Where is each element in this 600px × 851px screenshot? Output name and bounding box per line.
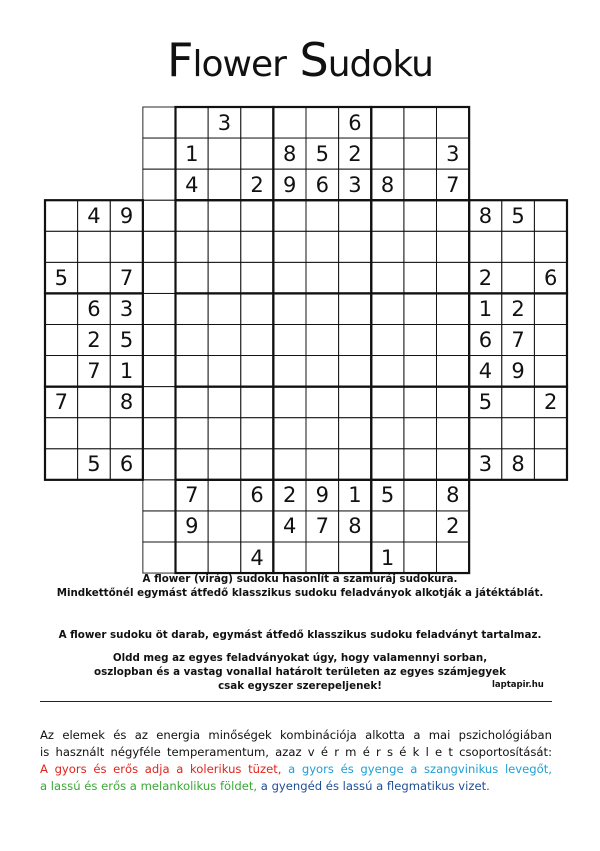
sudoku-cell-border [404,324,437,355]
sudoku-cell-border [241,231,274,262]
sudoku-given-digit: 6 [315,172,329,197]
sudoku-given-digit: 4 [478,359,493,384]
sudoku-block-border [176,387,274,480]
intro-p1-line2: Mindkettőnél egymást átfedő klasszikus sudoku feladványok alkotják a játéktáblát. [56,587,544,599]
sudoku-given-digit: 9 [283,172,297,197]
sudoku-given-digit: 5 [119,328,134,353]
sudoku-given-digit: 7 [315,514,329,539]
sudoku-block-border [371,293,469,386]
sudoku-cell-border [306,324,339,355]
sudoku-cell-border [306,449,339,480]
sudoku-given-digit: 5 [380,483,395,508]
page-title [0,34,600,91]
sudoku-cell-border [339,231,372,262]
title-second-rest: udoku [327,44,433,85]
sudoku-cell-border [404,200,437,231]
sudoku-cell-border [208,480,241,511]
sudoku-cell-border [45,418,78,449]
sudoku-cell-border [306,418,339,449]
sudoku-given-digit: 3 [478,452,493,477]
sudoku-given-digit: 1 [185,141,199,166]
sudoku-cell-border [143,200,176,231]
sudoku-cell-border [339,542,372,573]
sudoku-cell-border [404,387,437,418]
sudoku-cell-border [143,324,176,355]
sudoku-cell-border [45,356,78,387]
sudoku-cell-border [534,293,567,324]
sudoku-given-digit: 7 [446,172,460,197]
sudoku-cell-border [273,324,306,355]
sudoku-cell-border [143,169,176,200]
sudoku-given-digit: 2 [348,141,362,166]
sudoku-cell-border [110,231,143,262]
sudoku-cell-border [176,542,209,573]
sudoku-cell-border [78,418,111,449]
sudoku-given-digit: 2 [250,172,264,197]
sudoku-given-digit: 5 [478,390,493,415]
sudoku-cell-border [208,231,241,262]
sudoku-cell-border [143,480,176,511]
sudoku-block-border [371,387,469,480]
sudoku-cell-border [339,262,372,293]
sudoku-cell-border [534,356,567,387]
sudoku-cell-border [339,418,372,449]
sudoku-cell-border [534,418,567,449]
sudoku-given-digit: 7 [54,390,68,415]
sudoku-given-digit: 8 [348,514,362,539]
sudoku-given-digit: 4 [87,203,101,228]
sudoku-cell-border [241,511,274,542]
sudoku-cell-border [306,356,339,387]
sudoku-block-border [176,200,274,293]
sudoku-block-border [371,200,469,293]
sudoku-cell-border [208,200,241,231]
temperament-line-1: Az elemek és az energia minőségek kombinációja alkotta a mai pszichológiában [40,728,552,742]
sudoku-given-digit: 5 [315,141,329,166]
sudoku-cell-border [534,200,567,231]
sudoku-cell-border [273,262,306,293]
sudoku-cell-border [273,449,306,480]
sudoku-given-digit: 8 [380,172,395,197]
sudoku-cell-border [404,356,437,387]
sudoku-cell-border [371,418,404,449]
sudoku-cell-border [404,138,437,169]
sudoku-cell-border [371,293,404,324]
temperament-line-3 [40,761,552,778]
sudoku-cell-border [143,542,176,573]
sudoku-cell-border [306,387,339,418]
sudoku-cell-border [208,449,241,480]
sudoku-cell-border [502,231,535,262]
sudoku-cell-border [502,387,535,418]
sudoku-cell-border [404,511,437,542]
sudoku-cell-border [176,418,209,449]
sudoku-block-border [273,200,371,293]
sudoku-given-digit: 9 [185,514,199,539]
sudoku-given-digit: 1 [119,359,134,384]
sudoku-cell-border [404,107,437,138]
sudoku-cell-border [143,387,176,418]
sudoku-given-digit: 6 [250,483,264,508]
sudoku-given-digit: 9 [511,359,525,384]
sudoku-cell-border [437,418,470,449]
sudoku-cell-border [176,200,209,231]
sudoku-cell-border [437,262,470,293]
sudoku-cell-border [306,107,339,138]
sudoku-cell-border [143,511,176,542]
sudoku-given-digit: 4 [283,514,297,539]
intro-p3-line3: csak egyszer szerepeljenek! [218,680,382,692]
sudoku-block-border [273,293,371,386]
sudoku-cell-border [534,324,567,355]
sudoku-cell-border [45,231,78,262]
sudoku-cell-border [208,511,241,542]
sudoku-cell-border [437,107,470,138]
sudoku-cell-border [273,387,306,418]
sudoku-given-digit: 2 [478,265,493,290]
sudoku-cell-border [45,449,78,480]
title-first-rest: lower [192,44,286,85]
sudoku-cell-border [339,387,372,418]
sudoku-cell-border [273,418,306,449]
sudoku-cell-border [371,449,404,480]
sudoku-cell-border [241,356,274,387]
sudoku-cell-border [176,107,209,138]
intro-paragraph-1 [30,572,570,600]
sudoku-cell-border [371,138,404,169]
sudoku-cell-border [404,262,437,293]
sudoku-given-digit: 3 [119,296,134,321]
sudoku-cell-border [437,387,470,418]
sudoku-given-digit: 2 [283,483,297,508]
sudoku-cell-border [208,387,241,418]
sudoku-cell-border [143,138,176,169]
sudoku-given-digit: 7 [185,483,199,508]
sudoku-cell-border [273,293,306,324]
sudoku-cell-border [502,418,535,449]
intro-paragraph-2: A flower sudoku öt darab, egymást átfedő klasszikus sudoku feladványt tartalmaz. [58,629,542,641]
sudoku-cell-border [208,418,241,449]
sudoku-given-digit: 1 [380,545,395,570]
sudoku-cell-border [371,231,404,262]
sudoku-cell-border [45,200,78,231]
temperament-sanguine: a gyors és gyenge a szangvinikus levegőt, [288,762,552,776]
sudoku-given-digit: 8 [446,483,460,508]
sudoku-cell-border [176,231,209,262]
sudoku-cell-border [469,418,502,449]
title-first-cap: F [167,33,193,87]
sudoku-cell-border [208,169,241,200]
sudoku-cell-border [78,387,111,418]
sudoku-cell-border [437,231,470,262]
sudoku-cell-border [306,293,339,324]
sudoku-cell-border [273,356,306,387]
sudoku-given-digit: 5 [511,203,525,228]
sudoku-cell-border [371,262,404,293]
sudoku-cell-border [273,200,306,231]
sudoku-cell-border [273,107,306,138]
sudoku-given-digit: 6 [87,296,101,321]
sudoku-cell-border [45,324,78,355]
sudoku-cell-border [45,293,78,324]
sudoku-cell-border [273,542,306,573]
sudoku-cell-border [371,200,404,231]
sudoku-cell-border [339,293,372,324]
sudoku-cell-border [339,449,372,480]
sudoku-given-digit: 1 [348,483,362,508]
sudoku-cell-border [208,293,241,324]
sudoku-given-digit: 6 [348,110,362,135]
sudoku-cell-border [371,107,404,138]
sudoku-cell-border [208,138,241,169]
sudoku-cell-border [534,449,567,480]
sudoku-given-digit: 2 [544,390,558,415]
sudoku-cell-border [143,231,176,262]
sudoku-cell-border [306,542,339,573]
sudoku-given-digit: 8 [283,141,297,166]
sudoku-cell-border [404,231,437,262]
sudoku-cell-border [404,542,437,573]
sudoku-cell-border [404,449,437,480]
sudoku-cell-border [404,169,437,200]
sudoku-cell-border [306,200,339,231]
sudoku-cell-border [371,387,404,418]
sudoku-given-digit: 1 [478,296,493,321]
sudoku-cell-border [176,356,209,387]
sudoku-cell-border [241,138,274,169]
sudoku-given-digit: 8 [119,390,134,415]
sudoku-cell-border [437,542,470,573]
temperament-paragraph [40,727,552,795]
sudoku-given-digit: 7 [511,328,525,353]
sudoku-given-digit: 3 [348,172,362,197]
temperament-melancholic: a lassú és erős a melankolikus földet, [40,779,258,793]
sudoku-cell-border [306,262,339,293]
sudoku-cell-border [437,200,470,231]
sudoku-given-digit: 5 [54,265,68,290]
divider [40,701,552,702]
sudoku-cell-border [143,418,176,449]
sudoku-cell-border [534,231,567,262]
intro-p3-line2: oszlopban és a vastag vonallal határolt területen az egyes számjegyek [94,666,506,678]
sudoku-cell-border [404,480,437,511]
sudoku-given-digit: 3 [446,141,460,166]
sudoku-given-digit: 9 [119,203,134,228]
sudoku-cell-border [143,262,176,293]
sudoku-cell-border [371,324,404,355]
sudoku-given-digit: 9 [315,483,329,508]
sudoku-cell-border [143,356,176,387]
sudoku-given-digit: 5 [87,452,101,477]
sudoku-given-digit: 7 [87,359,101,384]
sudoku-cell-border [241,293,274,324]
temperament-phlegmatic: a gyengéd és lassú a flegmatikus vizet. [260,779,490,793]
sudoku-given-digit: 6 [119,452,134,477]
intro-p3-line1: Oldd meg az egyes feladványokat úgy, hogy valamennyi sorban, [112,652,488,664]
sudoku-cell-border [176,324,209,355]
sudoku-cell-border [176,449,209,480]
sudoku-cell-border [241,200,274,231]
sudoku-cell-border [176,293,209,324]
sudoku-cell-border [371,511,404,542]
sudoku-given-digit: 8 [478,203,493,228]
sudoku-cell-border [176,262,209,293]
sudoku-cell-border [339,324,372,355]
sudoku-given-digit: 2 [87,328,101,353]
sudoku-cell-border [241,387,274,418]
sudoku-cell-border [78,262,111,293]
sudoku-cell-border [143,293,176,324]
sudoku-cell-border [241,418,274,449]
sudoku-cell-border [273,231,306,262]
sudoku-cell-border [437,356,470,387]
site-credit: laptapir.hu [492,680,544,690]
sudoku-cell-border [208,356,241,387]
title-second-cap: S [299,33,328,87]
sudoku-cell-border [208,262,241,293]
sudoku-cell-border [437,293,470,324]
sudoku-given-digit: 8 [511,452,525,477]
sudoku-cell-border [404,293,437,324]
sudoku-given-digit: 6 [478,328,493,353]
sudoku-cell-border [241,262,274,293]
sudoku-cell-border [339,356,372,387]
sudoku-cell-border [404,418,437,449]
sudoku-given-digit: 2 [511,296,525,321]
intro-paragraph-3 [30,651,570,693]
sudoku-cell-border [306,231,339,262]
sudoku-cell-border [78,231,111,262]
sudoku-cell-border [143,449,176,480]
temperament-choleric: A gyors és erős adja a kolerikus tüzet, [40,762,282,776]
sudoku-block-border [176,293,274,386]
sudoku-cell-border [502,262,535,293]
sudoku-cell-border [208,542,241,573]
sudoku-cell-border [241,449,274,480]
sudoku-cell-border [469,231,502,262]
sudoku-given-digit: 4 [250,545,264,570]
sudoku-cell-border [437,449,470,480]
sudoku-cell-border [176,387,209,418]
sudoku-block-border [273,387,371,480]
temperament-line-2: is használt négyféle temperamentum, azaz v é r m é r s é k l e t csoportosítását: [40,745,552,759]
sudoku-cell-border [437,324,470,355]
sudoku-cell-border [241,107,274,138]
sudoku-cell-border [110,418,143,449]
sudoku-given-digit: 3 [217,110,232,135]
sudoku-cell-border [339,200,372,231]
sudoku-cell-border [371,356,404,387]
sudoku-cell-border [208,324,241,355]
temperament-line-4 [40,778,552,795]
sudoku-given-digit: 6 [544,265,558,290]
sudoku-given-digit: 4 [185,172,199,197]
sudoku-given-digit: 2 [446,514,460,539]
sudoku-cell-border [143,107,176,138]
sudoku-given-digit: 7 [119,265,134,290]
intro-p1-line1: A flower (virág) sudoku hasonlít a szamuráj sudokura. [142,573,458,585]
sudoku-cell-border [241,324,274,355]
